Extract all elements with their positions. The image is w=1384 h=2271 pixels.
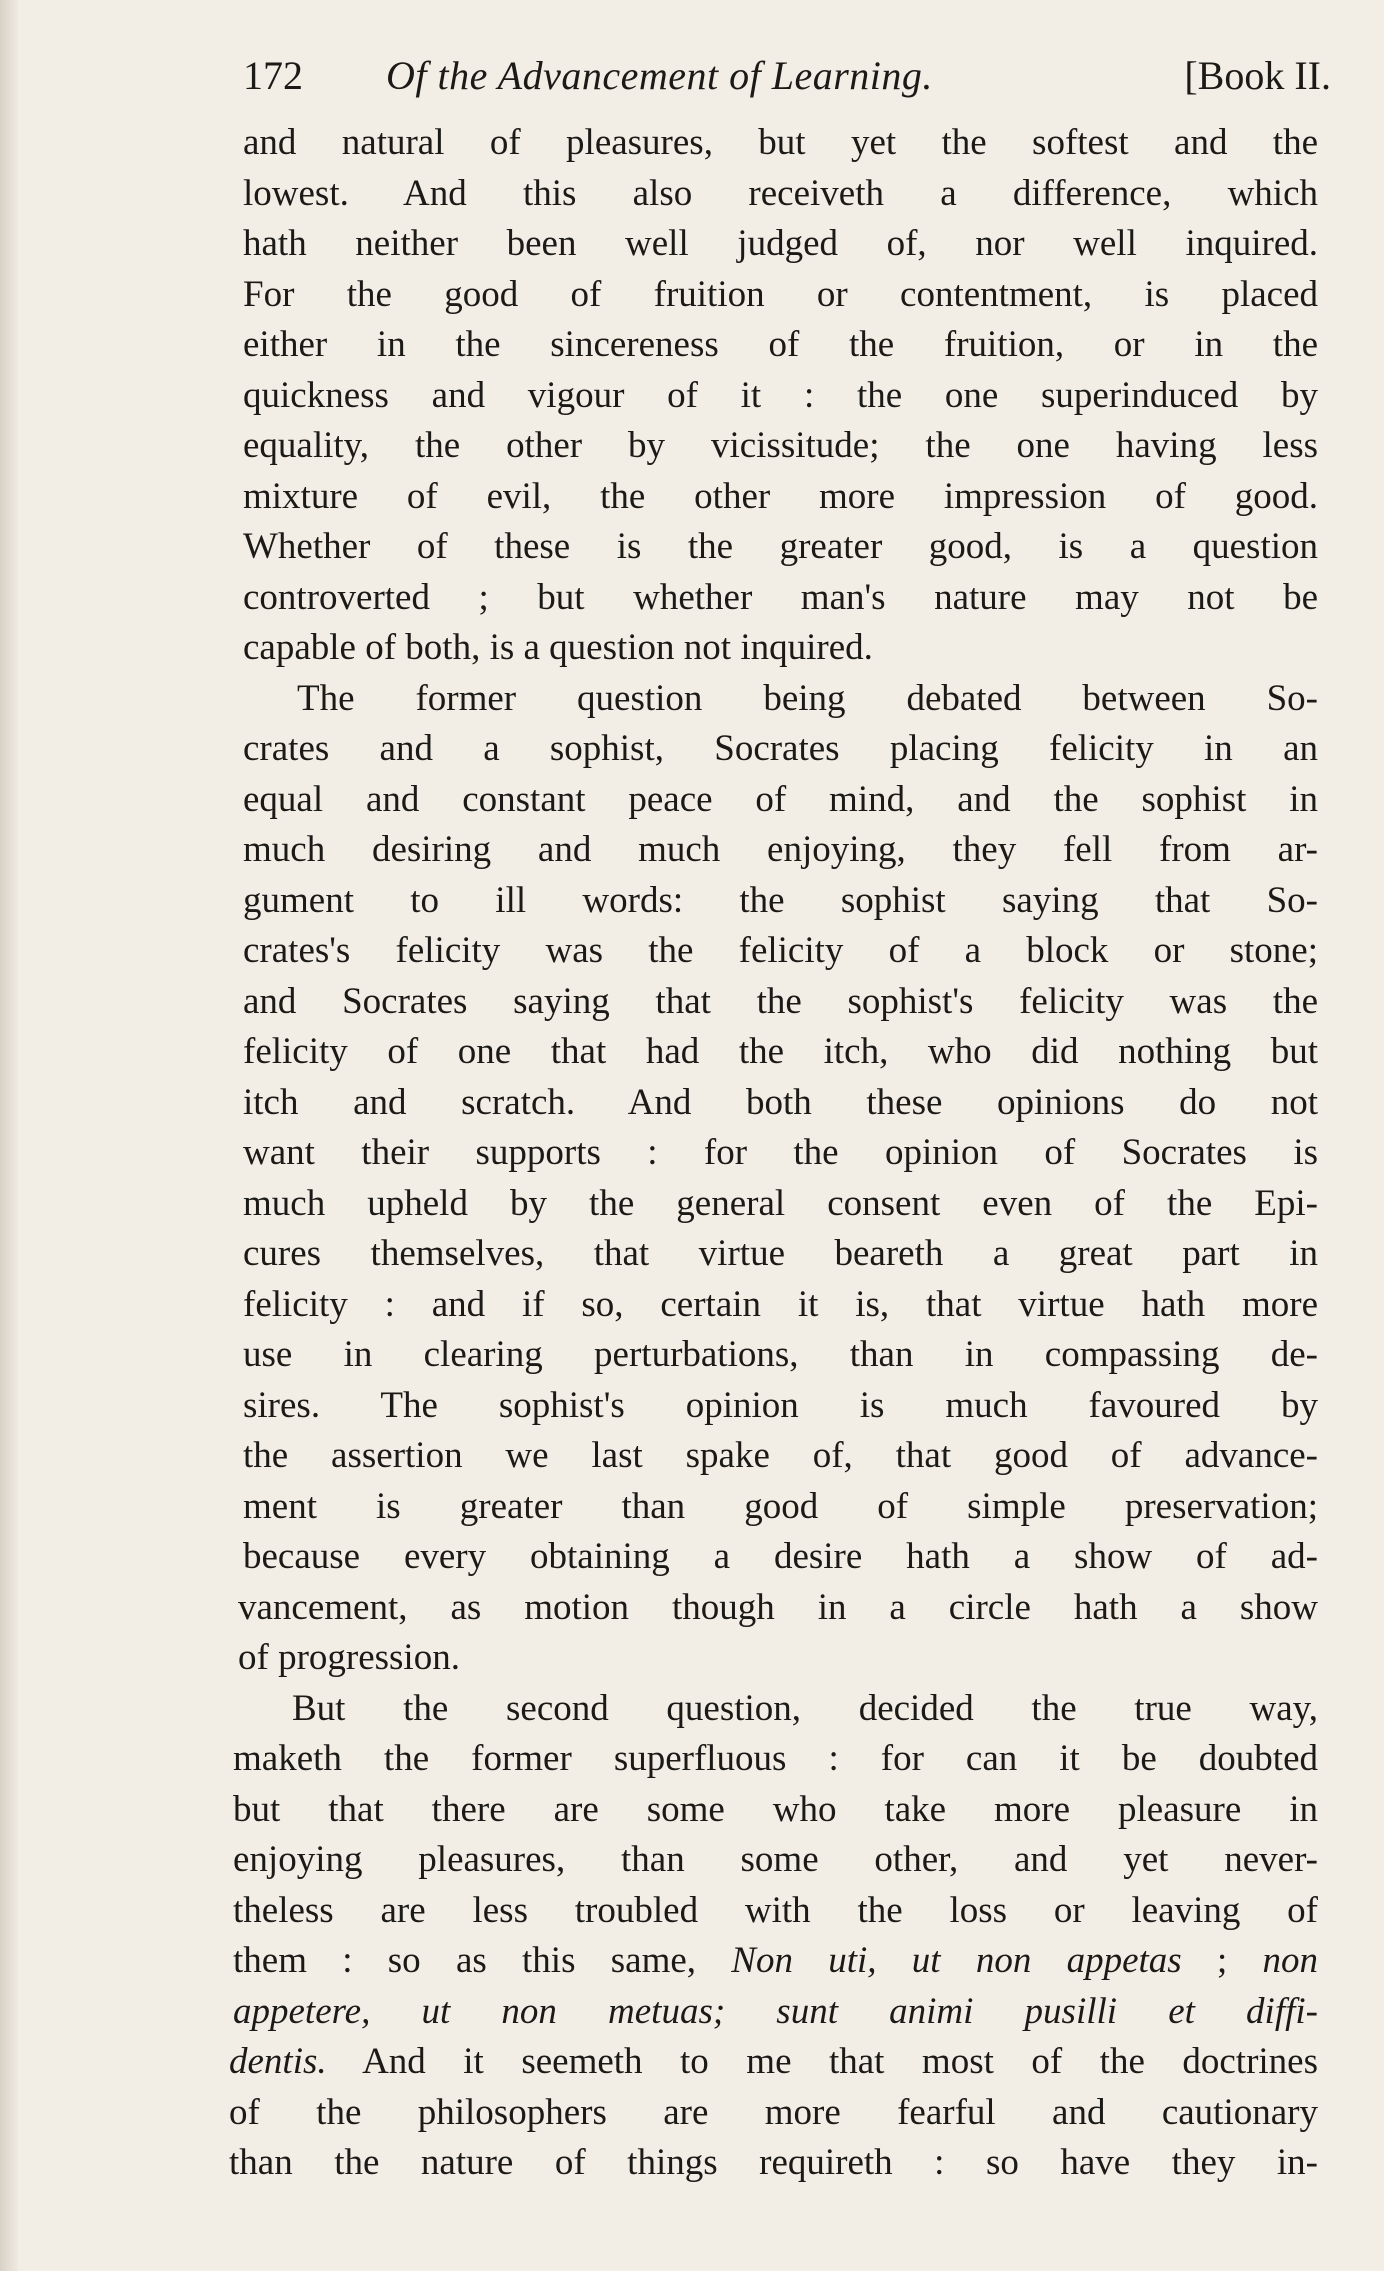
text-line-paragraph-end: of progression. xyxy=(238,1637,460,1678)
text-line-latin xyxy=(233,1987,1318,2038)
text-line: lowest. And this also receiveth a difference, which xyxy=(243,172,1318,214)
text-line: mixture of evil, the other more impression of good. xyxy=(243,475,1318,517)
text-line: felicity of one that had the itch, who did nothing but xyxy=(243,1031,1318,1072)
text-line: because every obtaining a desire hath a show of ad- xyxy=(243,1536,1318,1577)
running-title: Of the Advancement of Learning. xyxy=(386,53,933,98)
text-segment: them : so as this same, xyxy=(233,1940,732,1981)
text-line: ment is greater than good of simple preservation; xyxy=(243,1485,1318,1527)
text-segment: And it seemeth to me that most of the doctrines xyxy=(326,2041,1318,2082)
text-line: Whether of these is the greater good, is a question xyxy=(243,526,1318,567)
text-line: cures themselves, that virtue beareth a great part in xyxy=(243,1233,1318,1274)
text-line-with-latin xyxy=(229,2037,1318,2088)
body-text xyxy=(229,118,1319,2189)
text-line: enjoying pleasures, than some other, and yet never- xyxy=(233,1839,1318,1880)
text-line: the assertion we last spake of, that good of advance- xyxy=(243,1435,1318,1476)
text-line: much desiring and much enjoying, they fell from ar- xyxy=(243,829,1318,870)
text-line: equal and constant peace of mind, and the sophist in xyxy=(243,778,1318,820)
text-line: either in the sincereness of the fruition, or in the xyxy=(243,324,1318,365)
book-label: [Book II. xyxy=(1184,53,1331,98)
text-line: and natural of pleasures, but yet the softest and the xyxy=(243,122,1318,163)
page-number: 172 xyxy=(243,53,303,98)
text-segment: ; xyxy=(1181,1940,1263,1981)
latin-quote: Non uti, ut non appetas xyxy=(731,1940,1182,1981)
text-line: than the nature of things requireth : so have they in- xyxy=(229,2142,1318,2183)
text-line: hath neither been well judged of, nor well inquired. xyxy=(243,223,1318,264)
text-line: itch and scratch. And both these opinions do not xyxy=(243,1081,1318,1123)
text-line: vancement, as motion though in a circle hath a show xyxy=(238,1586,1318,1628)
latin-quote: non xyxy=(1262,1940,1319,1981)
text-line: but that there are some who take more pleasure in xyxy=(233,1788,1318,1830)
text-line: gument to ill words: the sophist saying that So- xyxy=(243,879,1318,921)
page-header xyxy=(243,46,1331,106)
text-line: felicity : and if so, certain it is, that virtue hath more xyxy=(243,1283,1318,1325)
text-line: of the philosophers are more fearful and cautionary xyxy=(229,2091,1318,2133)
text-line: crates's felicity was the felicity of a block or stone; xyxy=(243,930,1318,971)
text-line: For the good of fruition or contentment, is placed xyxy=(243,273,1318,315)
text-line: much upheld by the general consent even of the Epi- xyxy=(243,1182,1318,1224)
text-line: maketh the former superfluous : for can it be doubted xyxy=(233,1738,1318,1779)
text-line: quickness and vigour of it : the one superinduced by xyxy=(243,374,1318,416)
text-line: sires. The sophist's opinion is much favoured by xyxy=(243,1384,1318,1426)
text-line: controverted ; but whether man's nature may not be xyxy=(243,576,1318,618)
text-line-paragraph-start: The former question being debated between So- xyxy=(297,677,1318,719)
text-line-paragraph-start: But the second question, decided the true way, xyxy=(292,1687,1318,1729)
text-line: theless are less troubled with the loss or leaving of xyxy=(233,1889,1318,1931)
page-gutter-shadow xyxy=(0,0,18,2271)
latin-quote: appetere, ut non metuas; sunt animi pusilli et diffi- xyxy=(233,1990,1318,2032)
text-line: equality, the other by vicissitude; the one having less xyxy=(243,425,1318,466)
text-line: use in clearing perturbations, than in compassing de- xyxy=(243,1334,1318,1375)
text-line-paragraph-end: capable of both, is a question not inquired. xyxy=(243,627,873,668)
latin-quote: dentis. xyxy=(229,2041,327,2082)
text-line-with-latin xyxy=(233,1936,1318,1987)
text-line: and Socrates saying that the sophist's felicity was the xyxy=(243,980,1318,1022)
text-line: crates and a sophist, Socrates placing felicity in an xyxy=(243,728,1318,769)
text-line: want their supports : for the opinion of Socrates is xyxy=(243,1132,1318,1173)
